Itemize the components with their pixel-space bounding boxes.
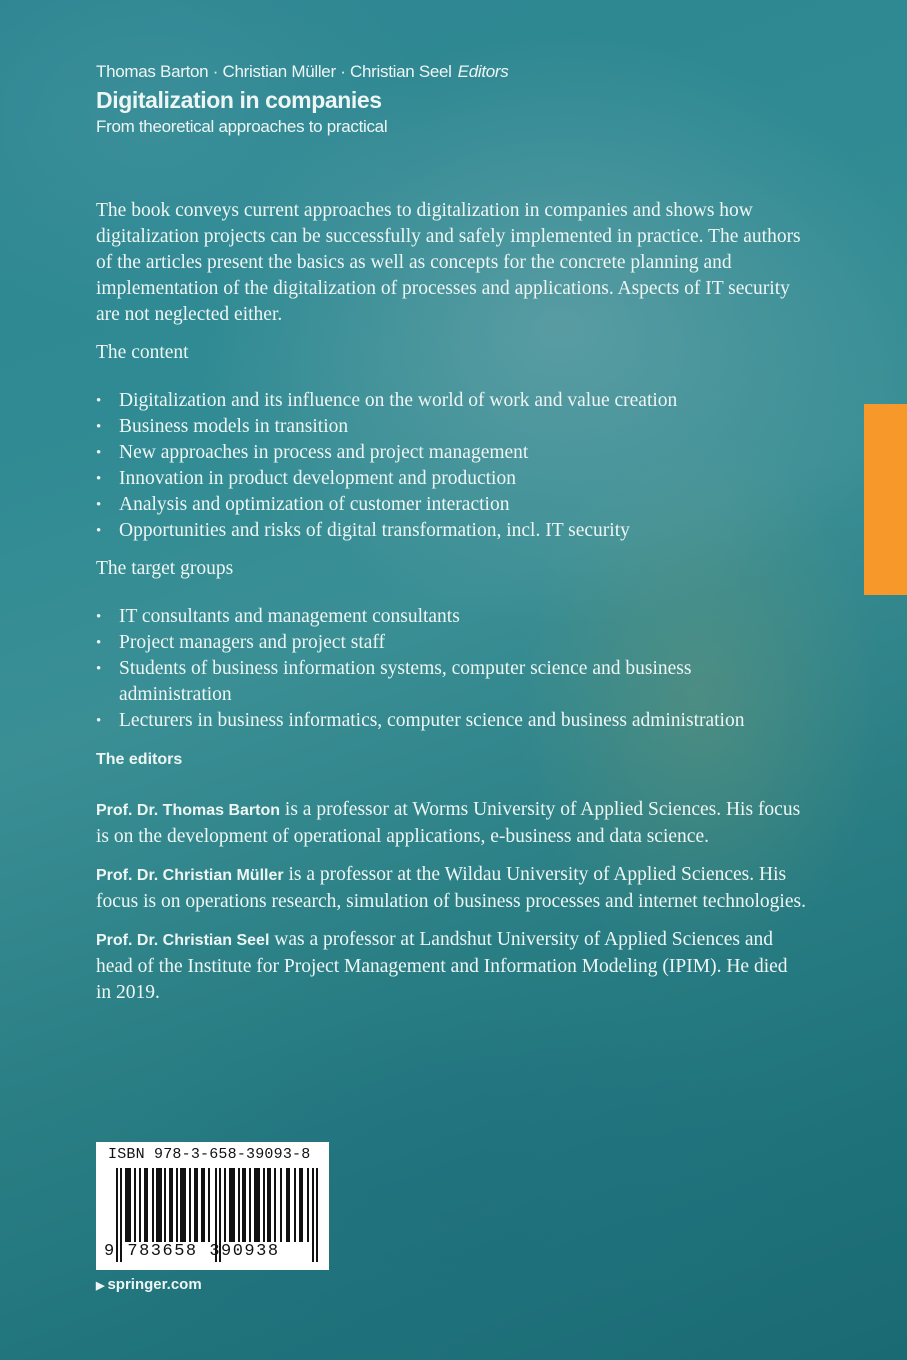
editor-bio-text: is a professor at Worms University of Applied Sciences. His focus is on the development of operational applications, e-business and data science. — [96, 799, 801, 847]
editor-bio-mueller — [96, 862, 806, 915]
content-list — [96, 388, 806, 544]
ean-digits: 9 783658 390938 — [104, 1242, 280, 1261]
isbn-label: ISBN 978-3-658-39093-8 — [108, 1146, 311, 1163]
editors-role: Editors — [457, 62, 509, 81]
editors-line — [96, 62, 508, 82]
list-item: • Digitalization and its influence on the world of work and value creation — [96, 388, 806, 414]
book-title: Digitalization in companies — [96, 87, 382, 113]
editor-name: Prof. Dr. Christian Müller — [96, 867, 284, 884]
list-item: • Lecturers in business informatics, computer science and business administration — [96, 708, 806, 734]
list-item: • Analysis and optimization of customer interaction — [96, 492, 806, 518]
book-subtitle: From theoretical approaches to practical — [96, 117, 388, 136]
springer-link[interactable] — [96, 1276, 202, 1293]
list-item: • Business models in transition — [96, 414, 806, 440]
list-item: • New approaches in process and project management — [96, 440, 806, 466]
isbn-barcode — [96, 1142, 329, 1270]
target-groups-list — [96, 604, 806, 734]
editor-name: Prof. Dr. Thomas Barton — [96, 802, 281, 819]
list-item: • Students of business information systems, computer science and business administration — [96, 656, 806, 708]
list-item: • IT consultants and management consultants — [96, 604, 806, 630]
editor-name: Prof. Dr. Christian Seel — [96, 932, 270, 949]
list-item: • Project managers and project staff — [96, 630, 806, 656]
orange-spine-tab — [864, 404, 907, 595]
description: The book conveys current approaches to digitalization in companies and shows how digitalization projects can be successfully and safely implemented in practice. The authors of the articles present the basics as well as concepts for the concrete planning and implementation of the digitalization of processes and applications. Aspects of IT security are not neglected either. — [96, 200, 801, 325]
book-header — [96, 62, 508, 137]
back-cover-body — [96, 198, 806, 1006]
editor-bio-barton — [96, 797, 806, 850]
springer-link-text[interactable]: springer.com — [107, 1276, 202, 1293]
play-arrow-icon: ▶ — [96, 1280, 105, 1292]
content-label: The content — [96, 342, 189, 363]
list-item: • Opportunities and risks of digital transformation, incl. IT security — [96, 518, 806, 544]
editor-bio-text: is a professor at the Wildau University of Applied Sciences. His focus is on operations research, simulation of business processes and internet technologies. — [96, 864, 806, 912]
editors-heading: The editors — [96, 751, 183, 768]
list-item: • Innovation in product development and production — [96, 466, 806, 492]
editor-bio-text: was a professor at Landshut University of Applied Sciences and head of the Institute for Project Management and Information Modeling (IPIM). He died in 2019. — [96, 929, 788, 1003]
editor-bio-seel — [96, 927, 806, 1006]
target-groups-label: The target groups — [96, 558, 234, 579]
editors-names: Thomas Barton · Christian Müller · Christian Seel — [96, 62, 452, 81]
